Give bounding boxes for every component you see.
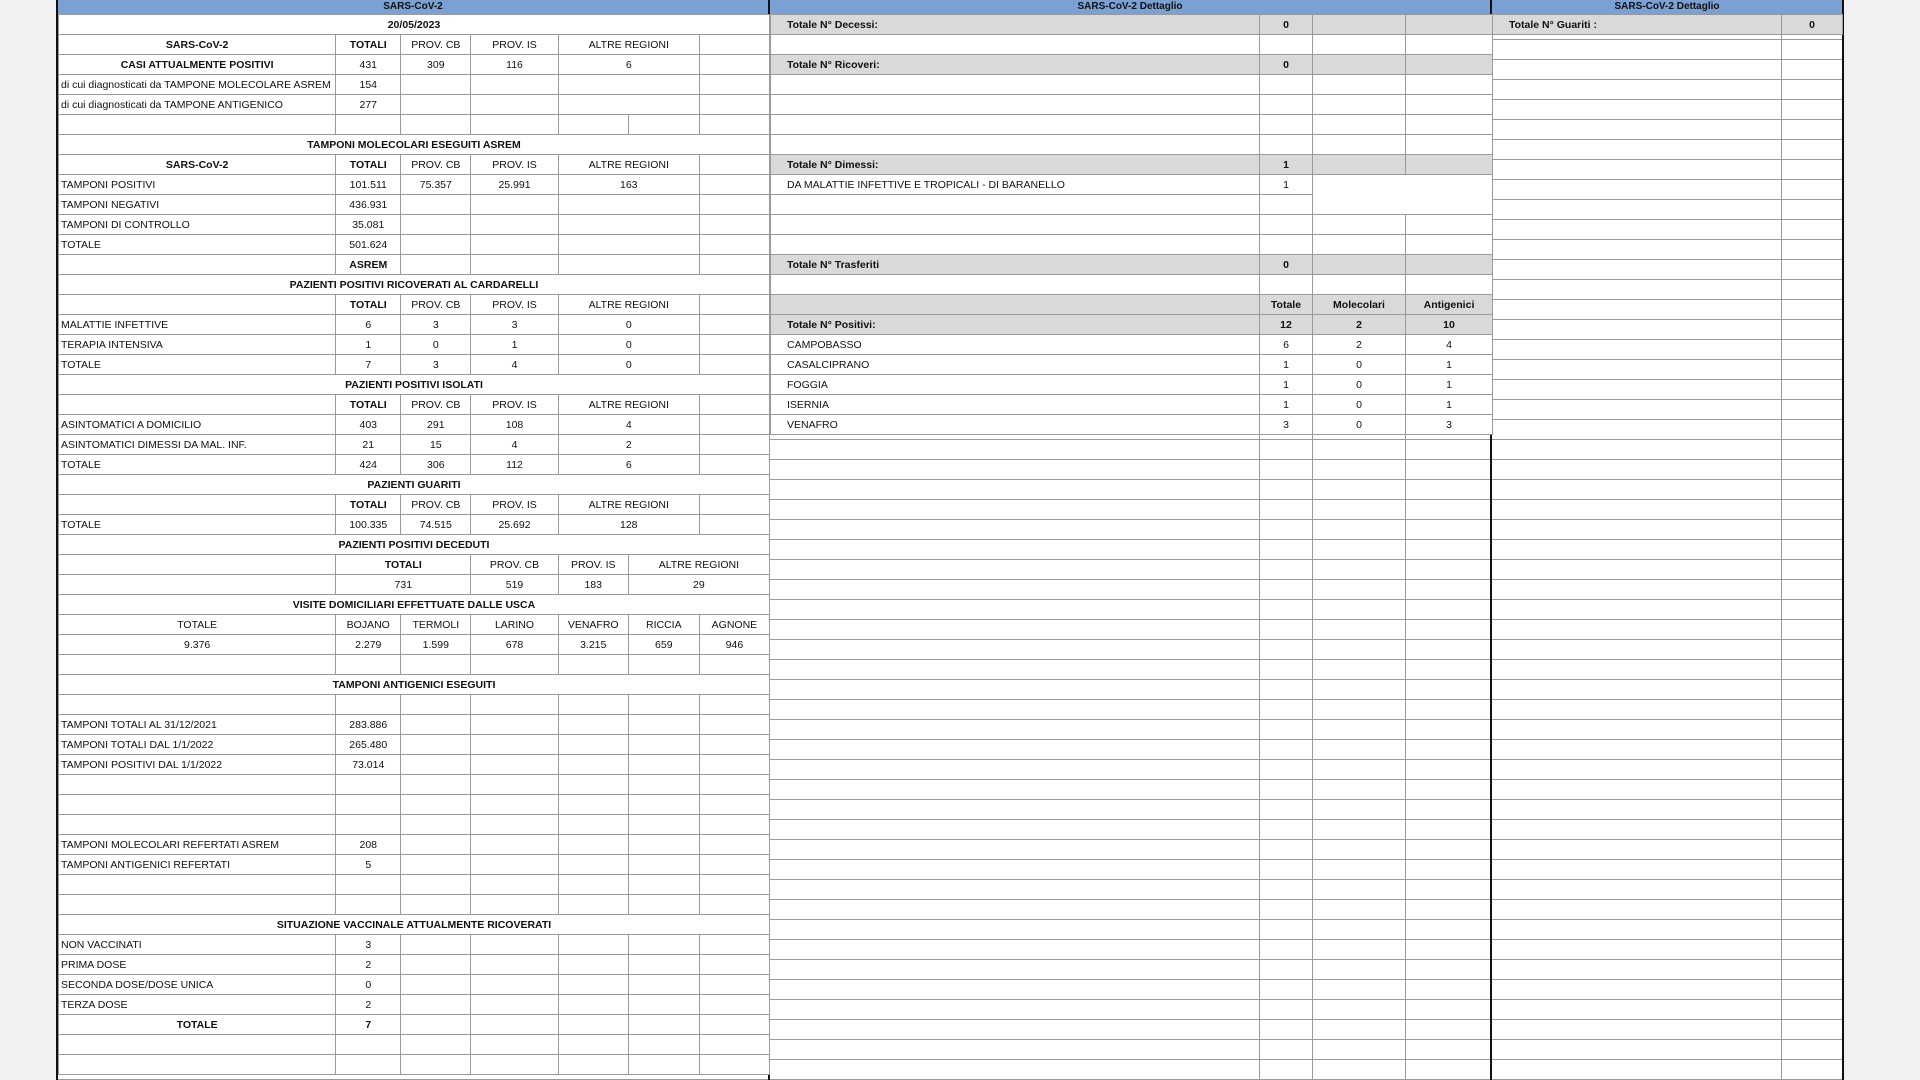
column-header: TOTALI — [336, 155, 401, 175]
column-header: ALTRE REGIONI — [558, 155, 699, 175]
table-row — [59, 75, 770, 95]
cell: 2 — [336, 995, 401, 1015]
row-label: Totale N° Guariti : — [1493, 15, 1782, 35]
row-label: TERAPIA INTENSIVA — [59, 335, 336, 355]
cell: 403 — [336, 415, 401, 435]
section-title: PAZIENTI POSITIVI DECEDUTI — [59, 535, 770, 555]
row-label: TOTALE — [59, 515, 336, 535]
table-row — [59, 235, 770, 255]
row-label: TAMPONI DI CONTROLLO — [59, 215, 336, 235]
cell: 309 — [401, 55, 471, 75]
cell: 2 — [1313, 335, 1406, 355]
cell: 75.357 — [401, 175, 471, 195]
cell: 0 — [401, 335, 471, 355]
row-label: TOTALE — [59, 455, 336, 475]
cell: 1 — [1406, 355, 1493, 375]
section-footer-row — [59, 255, 770, 275]
row-label: MALATTIE INFETTIVE — [59, 315, 336, 335]
table-row — [59, 955, 770, 975]
cell: 1 — [1260, 395, 1313, 415]
table-row — [59, 575, 770, 595]
cell: 306 — [401, 455, 471, 475]
row-label: TAMPONI POSITIVI — [59, 175, 336, 195]
cell: 678 — [471, 635, 558, 655]
column-header: Molecolari — [1313, 295, 1406, 315]
table-row — [59, 355, 770, 375]
row-label: di cui diagnosticati da TAMPONE MOLECOLARE ASREM — [59, 75, 336, 95]
recovered-table — [1492, 14, 1843, 35]
section-title: TAMPONI MOLECOLARI ESEGUITI ASREM — [59, 135, 770, 155]
cell: 112 — [471, 455, 558, 475]
cell: 100.335 — [336, 515, 401, 535]
cell: 424 — [336, 455, 401, 475]
row-label: ASINTOMATICI DIMESSI DA MAL. INF. — [59, 435, 336, 455]
table-row — [59, 835, 770, 855]
column-header: TOTALE — [59, 615, 336, 635]
row-label: Totale N° Trasferiti — [771, 255, 1260, 275]
table-row — [771, 395, 1493, 415]
section-title-row — [59, 535, 770, 555]
row-label: TOTALE — [59, 1015, 336, 1035]
row-label: Totale N° Ricoveri: — [771, 55, 1260, 75]
table-row — [59, 1015, 770, 1035]
column-header: TOTALI — [336, 295, 401, 315]
cell: 108 — [471, 415, 558, 435]
column-header: PROV. IS — [471, 155, 558, 175]
cell: 21 — [336, 435, 401, 455]
cell: 73.014 — [336, 755, 401, 775]
table-row — [771, 335, 1493, 355]
row-label: TAMPONI NEGATIVI — [59, 195, 336, 215]
cell: 0 — [1313, 355, 1406, 375]
table-row — [771, 355, 1493, 375]
section-title-row — [59, 475, 770, 495]
table-row — [771, 155, 1493, 175]
column-header: LARINO — [471, 615, 558, 635]
section-title-row — [59, 275, 770, 295]
cell: 29 — [628, 575, 769, 595]
table-row — [59, 635, 770, 655]
table-row — [59, 435, 770, 455]
table-row — [59, 55, 770, 75]
row-label: TOTALE — [59, 355, 336, 375]
section-title: SITUAZIONE VACCINALE ATTUALMENTE RICOVERATI — [59, 915, 770, 935]
cell: 431 — [336, 55, 401, 75]
cell: 7 — [336, 355, 401, 375]
cell: 116 — [471, 55, 558, 75]
row-label: DA MALATTIE INFETTIVE E TROPICALI - DI BARANELLO — [771, 175, 1260, 195]
row-label: VENAFRO — [771, 415, 1260, 435]
cell: 291 — [401, 415, 471, 435]
cell: 0 — [336, 975, 401, 995]
cell: 1.599 — [401, 635, 471, 655]
column-header: PROV. IS — [471, 295, 558, 315]
table-row — [59, 975, 770, 995]
cell: 946 — [699, 635, 769, 655]
section-title-row — [59, 675, 770, 695]
section-footer: ASREM — [336, 255, 401, 275]
cell: 436.931 — [336, 195, 401, 215]
cell: 74.515 — [401, 515, 471, 535]
cell: 3 — [401, 355, 471, 375]
section-title-row — [59, 375, 770, 395]
section-title-row — [59, 135, 770, 155]
cell: 3 — [1406, 415, 1493, 435]
table-row — [59, 315, 770, 335]
cell: 2 — [558, 435, 699, 455]
table-row — [59, 215, 770, 235]
cell: 208 — [336, 835, 401, 855]
cell: 1 — [471, 335, 558, 355]
table-row — [771, 415, 1493, 435]
row-label: di cui diagnosticati da TAMPONE ANTIGENICO — [59, 95, 336, 115]
table-header-row — [771, 295, 1493, 315]
table-row — [59, 715, 770, 735]
cell: 283.886 — [336, 715, 401, 735]
column-header: PROV. CB — [401, 395, 471, 415]
column-header: ALTRE REGIONI — [558, 295, 699, 315]
section-title-row — [59, 915, 770, 935]
column-header: AGNONE — [699, 615, 769, 635]
row-label: TERZA DOSE — [59, 995, 336, 1015]
cell: 1 — [1260, 375, 1313, 395]
cell: 6 — [558, 455, 699, 475]
table-header-row — [59, 395, 770, 415]
table-row — [771, 175, 1493, 195]
row-label: TAMPONI ANTIGENICI REFERTATI — [59, 855, 336, 875]
cell: 1 — [1260, 155, 1313, 175]
cell: 4 — [471, 435, 558, 455]
cell: 183 — [558, 575, 628, 595]
report-date: 20/05/2023 — [59, 15, 770, 35]
column-header: PROV. CB — [401, 155, 471, 175]
column-header: SARS-CoV-2 — [59, 155, 336, 175]
cell: 4 — [558, 415, 699, 435]
cell: 35.081 — [336, 215, 401, 235]
date-row — [59, 15, 770, 35]
row-label: Totale N° Positivi: — [771, 315, 1260, 335]
table-row — [771, 15, 1493, 35]
section-title-row — [59, 595, 770, 615]
column-header: PROV. IS — [471, 35, 558, 55]
table-row — [771, 315, 1493, 335]
column-header: TOTALI — [336, 395, 401, 415]
table-row — [771, 255, 1493, 275]
panel-header: SARS-CoV-2 Dettaglio — [1492, 0, 1842, 15]
cell: 0 — [1313, 415, 1406, 435]
spreadsheet-page — [56, 0, 1844, 1080]
column-header: Totale — [1260, 295, 1313, 315]
cell: 1 — [336, 335, 401, 355]
cell: 101.511 — [336, 175, 401, 195]
recovered-panel — [1492, 0, 1842, 1080]
column-header: TERMOLI — [401, 615, 471, 635]
cell: 4 — [1406, 335, 1493, 355]
cell: 659 — [628, 635, 699, 655]
table-header-row — [59, 155, 770, 175]
cell: 5 — [336, 855, 401, 875]
row-label: CASALCIPRANO — [771, 355, 1260, 375]
column-header: Antigenici — [1406, 295, 1493, 315]
table-row — [59, 95, 770, 115]
column-header: ALTRE REGIONI — [628, 555, 769, 575]
table-header-row — [59, 495, 770, 515]
cell: 25.692 — [471, 515, 558, 535]
table-row — [59, 175, 770, 195]
table-row — [59, 995, 770, 1015]
summary-table — [58, 14, 770, 1075]
cell: 277 — [336, 95, 401, 115]
cell: 6 — [1260, 335, 1313, 355]
column-header: RICCIA — [628, 615, 699, 635]
cell: 3 — [1260, 415, 1313, 435]
table-header-row — [59, 295, 770, 315]
cell: 0 — [1260, 15, 1313, 35]
cell: 265.480 — [336, 735, 401, 755]
table-header-row — [59, 615, 770, 635]
column-header: PROV. IS — [558, 555, 628, 575]
cell: 25.991 — [471, 175, 558, 195]
column-header: SARS-CoV-2 — [59, 35, 336, 55]
cell: 1 — [1260, 355, 1313, 375]
row-label: TAMPONI MOLECOLARI REFERTATI ASREM — [59, 835, 336, 855]
column-header: PROV. CB — [401, 295, 471, 315]
column-header: PROV. CB — [401, 495, 471, 515]
cell: 0 — [1313, 395, 1406, 415]
cell: 0 — [1260, 255, 1313, 275]
table-row — [59, 335, 770, 355]
table-row — [59, 755, 770, 775]
cell: 15 — [401, 435, 471, 455]
cell: 0 — [1313, 375, 1406, 395]
row-label: Totale N° Decessi: — [771, 15, 1260, 35]
cell: 128 — [558, 515, 699, 535]
column-header: ALTRE REGIONI — [558, 495, 699, 515]
table-row — [59, 415, 770, 435]
cell: 1 — [1406, 375, 1493, 395]
row-label: CAMPOBASSO — [771, 335, 1260, 355]
column-header: PROV. CB — [401, 35, 471, 55]
section-title: PAZIENTI GUARITI — [59, 475, 770, 495]
cell: 0 — [1260, 55, 1313, 75]
detail-table — [770, 14, 1493, 435]
cell: 12 — [1260, 315, 1313, 335]
section-title: VISITE DOMICILIARI EFFETTUATE DALLE USCA — [59, 595, 770, 615]
table-row — [59, 935, 770, 955]
row-label: TAMPONI POSITIVI DAL 1/1/2022 — [59, 755, 336, 775]
cell: 2 — [336, 955, 401, 975]
column-header: TOTALI — [336, 35, 401, 55]
column-header: PROV. IS — [471, 495, 558, 515]
cell: 3 — [336, 935, 401, 955]
column-header: TOTALI — [336, 555, 471, 575]
cell: 3 — [471, 315, 558, 335]
section-title: PAZIENTI POSITIVI ISOLATI — [59, 375, 770, 395]
cell: 2 — [1313, 315, 1406, 335]
cell: 6 — [558, 55, 699, 75]
row-label: TAMPONI TOTALI DAL 1/1/2022 — [59, 735, 336, 755]
table-row — [771, 375, 1493, 395]
table-row — [1493, 15, 1843, 35]
row-label: NON VACCINATI — [59, 935, 336, 955]
panel-header: SARS-CoV-2 — [58, 0, 768, 15]
row-label: TOTALE — [59, 235, 336, 255]
cell: 9.376 — [59, 635, 336, 655]
table-row — [59, 195, 770, 215]
cell: 4 — [471, 355, 558, 375]
row-label: SECONDA DOSE/DOSE UNICA — [59, 975, 336, 995]
cell: 0 — [558, 335, 699, 355]
row-label: TAMPONI TOTALI AL 31/12/2021 — [59, 715, 336, 735]
table-row — [59, 855, 770, 875]
cell: 1 — [1260, 175, 1313, 195]
cell: 10 — [1406, 315, 1493, 335]
cell: 0 — [1782, 15, 1843, 35]
table-row — [771, 55, 1493, 75]
column-header: BOJANO — [336, 615, 401, 635]
table-header-row — [59, 555, 770, 575]
section-title: PAZIENTI POSITIVI RICOVERATI AL CARDARELLI — [59, 275, 770, 295]
cell: 1 — [1406, 395, 1493, 415]
row-label: FOGGIA — [771, 375, 1260, 395]
cell: 3.215 — [558, 635, 628, 655]
cell: 7 — [336, 1015, 401, 1035]
row-label: PRIMA DOSE — [59, 955, 336, 975]
cell: 731 — [336, 575, 471, 595]
cell: 3 — [401, 315, 471, 335]
cell: 501.624 — [336, 235, 401, 255]
panel-header: SARS-CoV-2 Dettaglio — [770, 0, 1490, 15]
cell: 6 — [336, 315, 401, 335]
column-header: ALTRE REGIONI — [558, 35, 699, 55]
summary-panel — [58, 0, 770, 1080]
row-label: ISERNIA — [771, 395, 1260, 415]
row-label: CASI ATTUALMENTE POSITIVI — [59, 55, 336, 75]
row-label: ASINTOMATICI A DOMICILIO — [59, 415, 336, 435]
cell: 0 — [558, 315, 699, 335]
column-header: PROV. CB — [471, 555, 558, 575]
cell: 154 — [336, 75, 401, 95]
table-header-row — [59, 35, 770, 55]
cell: 163 — [558, 175, 699, 195]
column-header: PROV. IS — [471, 395, 558, 415]
column-header: TOTALI — [336, 495, 401, 515]
cell: 519 — [471, 575, 558, 595]
table-row — [59, 515, 770, 535]
table-row — [59, 735, 770, 755]
column-header: ALTRE REGIONI — [558, 395, 699, 415]
row-label: Totale N° Dimessi: — [771, 155, 1260, 175]
column-header: VENAFRO — [558, 615, 628, 635]
table-row — [59, 455, 770, 475]
section-title: TAMPONI ANTIGENICI ESEGUITI — [59, 675, 770, 695]
detail-panel — [770, 0, 1492, 1080]
cell: 2.279 — [336, 635, 401, 655]
cell: 0 — [558, 355, 699, 375]
